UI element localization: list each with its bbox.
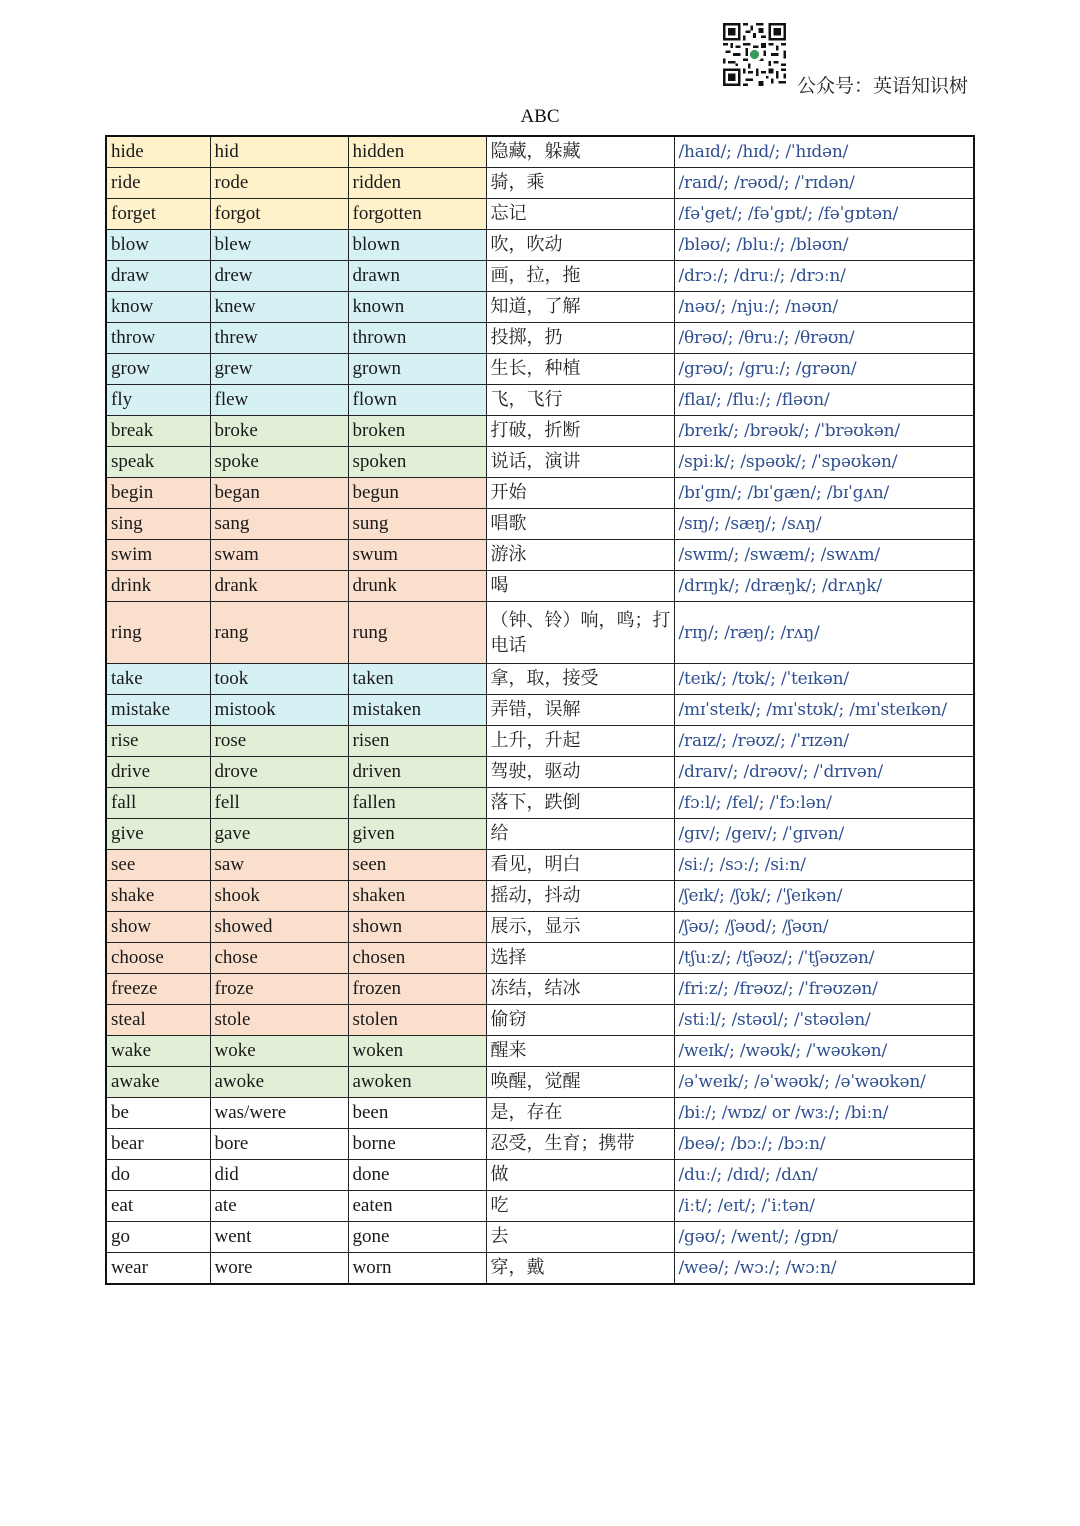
meaning-cell: 画，拉，拖 (486, 261, 674, 292)
past-tense-cell: saw (210, 850, 348, 881)
table-row (106, 881, 974, 912)
base-form-cell: freeze (106, 974, 210, 1005)
past-participle-cell: ridden (348, 168, 486, 199)
base-form-cell: draw (106, 261, 210, 292)
past-tense-cell: swam (210, 540, 348, 571)
base-form-cell: ring (106, 602, 210, 664)
past-tense-cell: gave (210, 819, 348, 850)
past-participle-cell: given (348, 819, 486, 850)
pronunciation-cell: /bləʊ/; /bluː/; /bləʊn/ (674, 230, 974, 261)
pronunciation-cell: /flaɪ/; /fluː/; /fləʊn/ (674, 385, 974, 416)
account-label: 公众号：英语知识树 (797, 75, 969, 97)
meaning-cell: 冻结，结冰 (486, 974, 674, 1005)
pronunciation-cell: /weə/; /wɔː/; /wɔːn/ (674, 1253, 974, 1285)
past-participle-cell: stolen (348, 1005, 486, 1036)
past-tense-cell: sang (210, 509, 348, 540)
table-row (106, 1222, 974, 1253)
meaning-cell: 喝 (486, 571, 674, 602)
past-tense-cell: awoke (210, 1067, 348, 1098)
past-participle-cell: known (348, 292, 486, 323)
table-row (106, 850, 974, 881)
pronunciation-cell: /swɪm/; /swæm/; /swʌm/ (674, 540, 974, 571)
meaning-cell: 开始 (486, 478, 674, 509)
past-participle-cell: driven (348, 757, 486, 788)
pronunciation-cell: /drɔː/; /druː/; /drɔːn/ (674, 261, 974, 292)
base-form-cell: speak (106, 447, 210, 478)
past-participle-cell: sung (348, 509, 486, 540)
base-form-cell: throw (106, 323, 210, 354)
base-form-cell: show (106, 912, 210, 943)
meaning-cell: 唤醒，觉醒 (486, 1067, 674, 1098)
table-row (106, 1005, 974, 1036)
meaning-cell: （钟、铃）响，鸣；打电话 (486, 602, 674, 664)
meaning-cell: 看见，明白 (486, 850, 674, 881)
past-participle-cell: done (348, 1160, 486, 1191)
table-row (106, 354, 974, 385)
past-tense-cell: forgot (210, 199, 348, 230)
qr-code (723, 23, 786, 86)
table-row (106, 819, 974, 850)
past-tense-cell: rode (210, 168, 348, 199)
past-tense-cell: drank (210, 571, 348, 602)
meaning-cell: 醒来 (486, 1036, 674, 1067)
past-participle-cell: woken (348, 1036, 486, 1067)
pronunciation-cell: /ʃeɪk/; /ʃʊk/; /ˈʃeɪkən/ (674, 881, 974, 912)
past-tense-cell: took (210, 664, 348, 695)
past-tense-cell: bore (210, 1129, 348, 1160)
pronunciation-cell: /gɪv/; /geɪv/; /ˈgɪvən/ (674, 819, 974, 850)
meaning-cell: 偷窃 (486, 1005, 674, 1036)
meaning-cell: 弄错，误解 (486, 695, 674, 726)
past-tense-cell: went (210, 1222, 348, 1253)
meaning-cell: 吹，吹动 (486, 230, 674, 261)
base-form-cell: sing (106, 509, 210, 540)
pronunciation-cell: /draɪv/; /drəʊv/; /ˈdrɪvən/ (674, 757, 974, 788)
table-row (106, 1191, 974, 1222)
meaning-cell: 是，存在 (486, 1098, 674, 1129)
past-participle-cell: broken (348, 416, 486, 447)
past-participle-cell: swum (348, 540, 486, 571)
past-participle-cell: gone (348, 1222, 486, 1253)
base-form-cell: grow (106, 354, 210, 385)
base-form-cell: begin (106, 478, 210, 509)
pronunciation-cell: /sɪŋ/; /sæŋ/; /sʌŋ/ (674, 509, 974, 540)
table-row (106, 1067, 974, 1098)
base-form-cell: mistake (106, 695, 210, 726)
table-row (106, 726, 974, 757)
base-form-cell: choose (106, 943, 210, 974)
meaning-cell: 摇动，抖动 (486, 881, 674, 912)
pronunciation-cell: /biː/; /wɒz/ or /wɜː/; /biːn/ (674, 1098, 974, 1129)
base-form-cell: wake (106, 1036, 210, 1067)
base-form-cell: rise (106, 726, 210, 757)
meaning-cell: 选择 (486, 943, 674, 974)
base-form-cell: be (106, 1098, 210, 1129)
past-tense-cell: drew (210, 261, 348, 292)
irregular-verb-table (105, 135, 975, 1285)
past-participle-cell: thrown (348, 323, 486, 354)
base-form-cell: fall (106, 788, 210, 819)
table-row (106, 230, 974, 261)
table-row (106, 199, 974, 230)
meaning-cell: 骑，乘 (486, 168, 674, 199)
base-form-cell: swim (106, 540, 210, 571)
table-row (106, 323, 974, 354)
pronunciation-cell: /bɪˈgɪn/; /bɪˈgæn/; /bɪˈgʌn/ (674, 478, 974, 509)
pronunciation-cell: /iːt/; /eɪt/; /ˈiːtən/ (674, 1191, 974, 1222)
past-participle-cell: drawn (348, 261, 486, 292)
pronunciation-cell: /siː/; /sɔː/; /siːn/ (674, 850, 974, 881)
past-tense-cell: froze (210, 974, 348, 1005)
pronunciation-cell: /mɪˈsteɪk/; /mɪˈstʊk/; /mɪˈsteɪkən/ (674, 695, 974, 726)
table-row (106, 1098, 974, 1129)
past-participle-cell: chosen (348, 943, 486, 974)
pronunciation-cell: /nəʊ/; /njuː/; /nəʊn/ (674, 292, 974, 323)
table-row (106, 1036, 974, 1067)
pronunciation-cell: /teɪk/; /tʊk/; /ˈteɪkən/ (674, 664, 974, 695)
pronunciation-cell: /stiːl/; /stəʊl/; /ˈstəʊlən/ (674, 1005, 974, 1036)
meaning-cell: 拿，取，接受 (486, 664, 674, 695)
pronunciation-cell: /duː/; /dɪd/; /dʌn/ (674, 1160, 974, 1191)
meaning-cell: 展示，显示 (486, 912, 674, 943)
past-participle-cell: shaken (348, 881, 486, 912)
past-participle-cell: fallen (348, 788, 486, 819)
table-row (106, 261, 974, 292)
past-tense-cell: grew (210, 354, 348, 385)
table-row (106, 1253, 974, 1285)
past-participle-cell: borne (348, 1129, 486, 1160)
table-row (106, 447, 974, 478)
table-row (106, 664, 974, 695)
base-form-cell: take (106, 664, 210, 695)
pronunciation-cell: /grəʊ/; /gruː/; /grəʊn/ (674, 354, 974, 385)
base-form-cell: drink (106, 571, 210, 602)
base-form-cell: see (106, 850, 210, 881)
meaning-cell: 唱歌 (486, 509, 674, 540)
meaning-cell: 穿，戴 (486, 1253, 674, 1285)
past-participle-cell: frozen (348, 974, 486, 1005)
meaning-cell: 打破，折断 (486, 416, 674, 447)
pronunciation-cell: /ʃəʊ/; /ʃəʊd/; /ʃəʊn/ (674, 912, 974, 943)
base-form-cell: forget (106, 199, 210, 230)
pronunciation-cell: /rɪŋ/; /ræŋ/; /rʌŋ/ (674, 602, 974, 664)
meaning-cell: 飞，飞行 (486, 385, 674, 416)
past-tense-cell: mistook (210, 695, 348, 726)
base-form-cell: steal (106, 1005, 210, 1036)
past-tense-cell: hid (210, 136, 348, 168)
base-form-cell: hide (106, 136, 210, 168)
past-tense-cell: ate (210, 1191, 348, 1222)
past-participle-cell: flown (348, 385, 486, 416)
page-title: ABC (520, 106, 560, 127)
table-row (106, 695, 974, 726)
meaning-cell: 投掷，扔 (486, 323, 674, 354)
past-participle-cell: seen (348, 850, 486, 881)
meaning-cell: 做 (486, 1160, 674, 1191)
past-participle-cell: hidden (348, 136, 486, 168)
past-tense-cell: spoke (210, 447, 348, 478)
meaning-cell: 上升，升起 (486, 726, 674, 757)
table-row (106, 385, 974, 416)
past-participle-cell: blown (348, 230, 486, 261)
past-participle-cell: been (348, 1098, 486, 1129)
table-row (106, 943, 974, 974)
base-form-cell: give (106, 819, 210, 850)
past-tense-cell: wore (210, 1253, 348, 1285)
base-form-cell: wear (106, 1253, 210, 1285)
pronunciation-cell: /beə/; /bɔː/; /bɔːn/ (674, 1129, 974, 1160)
past-tense-cell: rose (210, 726, 348, 757)
meaning-cell: 知道，了解 (486, 292, 674, 323)
table-row (106, 571, 974, 602)
base-form-cell: shake (106, 881, 210, 912)
past-participle-cell: awoken (348, 1067, 486, 1098)
base-form-cell: eat (106, 1191, 210, 1222)
past-tense-cell: rang (210, 602, 348, 664)
table-row (106, 1160, 974, 1191)
table-row (106, 136, 974, 168)
base-form-cell: fly (106, 385, 210, 416)
pronunciation-cell: /raɪd/; /rəʊd/; /ˈrɪdən/ (674, 168, 974, 199)
pronunciation-cell: /gəʊ/; /went/; /gɒn/ (674, 1222, 974, 1253)
past-tense-cell: showed (210, 912, 348, 943)
base-form-cell: know (106, 292, 210, 323)
table-row (106, 912, 974, 943)
past-tense-cell: woke (210, 1036, 348, 1067)
pronunciation-cell: /tʃuːz/; /tʃəʊz/; /ˈtʃəʊzən/ (674, 943, 974, 974)
meaning-cell: 忘记 (486, 199, 674, 230)
meaning-cell: 驾驶，驱动 (486, 757, 674, 788)
past-tense-cell: flew (210, 385, 348, 416)
past-tense-cell: knew (210, 292, 348, 323)
pronunciation-cell: /fəˈget/; /fəˈgɒt/; /fəˈgɒtən/ (674, 199, 974, 230)
meaning-cell: 游泳 (486, 540, 674, 571)
past-participle-cell: forgotten (348, 199, 486, 230)
base-form-cell: go (106, 1222, 210, 1253)
meaning-cell: 给 (486, 819, 674, 850)
past-participle-cell: grown (348, 354, 486, 385)
past-tense-cell: broke (210, 416, 348, 447)
past-participle-cell: rung (348, 602, 486, 664)
pronunciation-cell: /raɪz/; /rəʊz/; /ˈrɪzən/ (674, 726, 974, 757)
meaning-cell: 吃 (486, 1191, 674, 1222)
base-form-cell: bear (106, 1129, 210, 1160)
table-row (106, 788, 974, 819)
table-row (106, 292, 974, 323)
meaning-cell: 生长，种植 (486, 354, 674, 385)
past-tense-cell: drove (210, 757, 348, 788)
past-participle-cell: risen (348, 726, 486, 757)
past-tense-cell: blew (210, 230, 348, 261)
past-participle-cell: shown (348, 912, 486, 943)
table-row (106, 602, 974, 664)
past-tense-cell: fell (210, 788, 348, 819)
meaning-cell: 落下，跌倒 (486, 788, 674, 819)
meaning-cell: 隐藏，躲藏 (486, 136, 674, 168)
table-row (106, 1129, 974, 1160)
table-row (106, 416, 974, 447)
pronunciation-cell: /spiːk/; /spəʊk/; /ˈspəʊkən/ (674, 447, 974, 478)
table-row (106, 168, 974, 199)
pronunciation-cell: /haɪd/; /hɪd/; /ˈhɪdən/ (674, 136, 974, 168)
past-tense-cell: stole (210, 1005, 348, 1036)
base-form-cell: drive (106, 757, 210, 788)
pronunciation-cell: /əˈweɪk/; /əˈwəʊk/; /əˈwəʊkən/ (674, 1067, 974, 1098)
base-form-cell: break (106, 416, 210, 447)
past-participle-cell: taken (348, 664, 486, 695)
past-tense-cell: was/were (210, 1098, 348, 1129)
past-tense-cell: did (210, 1160, 348, 1191)
past-participle-cell: begun (348, 478, 486, 509)
base-form-cell: blow (106, 230, 210, 261)
meaning-cell: 说话，演讲 (486, 447, 674, 478)
table-row (106, 757, 974, 788)
past-participle-cell: mistaken (348, 695, 486, 726)
pronunciation-cell: /θrəʊ/; /θruː/; /θrəʊn/ (674, 323, 974, 354)
past-tense-cell: threw (210, 323, 348, 354)
pronunciation-cell: /drɪŋk/; /dræŋk/; /drʌŋk/ (674, 571, 974, 602)
past-participle-cell: eaten (348, 1191, 486, 1222)
pronunciation-cell: /fɔːl/; /fel/; /ˈfɔːlən/ (674, 788, 974, 819)
meaning-cell: 忍受，生育；携带 (486, 1129, 674, 1160)
pronunciation-cell: /weɪk/; /wəʊk/; /ˈwəʊkən/ (674, 1036, 974, 1067)
past-participle-cell: spoken (348, 447, 486, 478)
table-row (106, 540, 974, 571)
base-form-cell: awake (106, 1067, 210, 1098)
past-tense-cell: shook (210, 881, 348, 912)
table-row (106, 509, 974, 540)
table-row (106, 974, 974, 1005)
table-row (106, 478, 974, 509)
pronunciation-cell: /friːz/; /frəʊz/; /ˈfrəʊzən/ (674, 974, 974, 1005)
past-tense-cell: chose (210, 943, 348, 974)
meaning-cell: 去 (486, 1222, 674, 1253)
past-participle-cell: worn (348, 1253, 486, 1285)
past-participle-cell: drunk (348, 571, 486, 602)
pronunciation-cell: /breɪk/; /brəʊk/; /ˈbrəʊkən/ (674, 416, 974, 447)
base-form-cell: ride (106, 168, 210, 199)
past-tense-cell: began (210, 478, 348, 509)
base-form-cell: do (106, 1160, 210, 1191)
